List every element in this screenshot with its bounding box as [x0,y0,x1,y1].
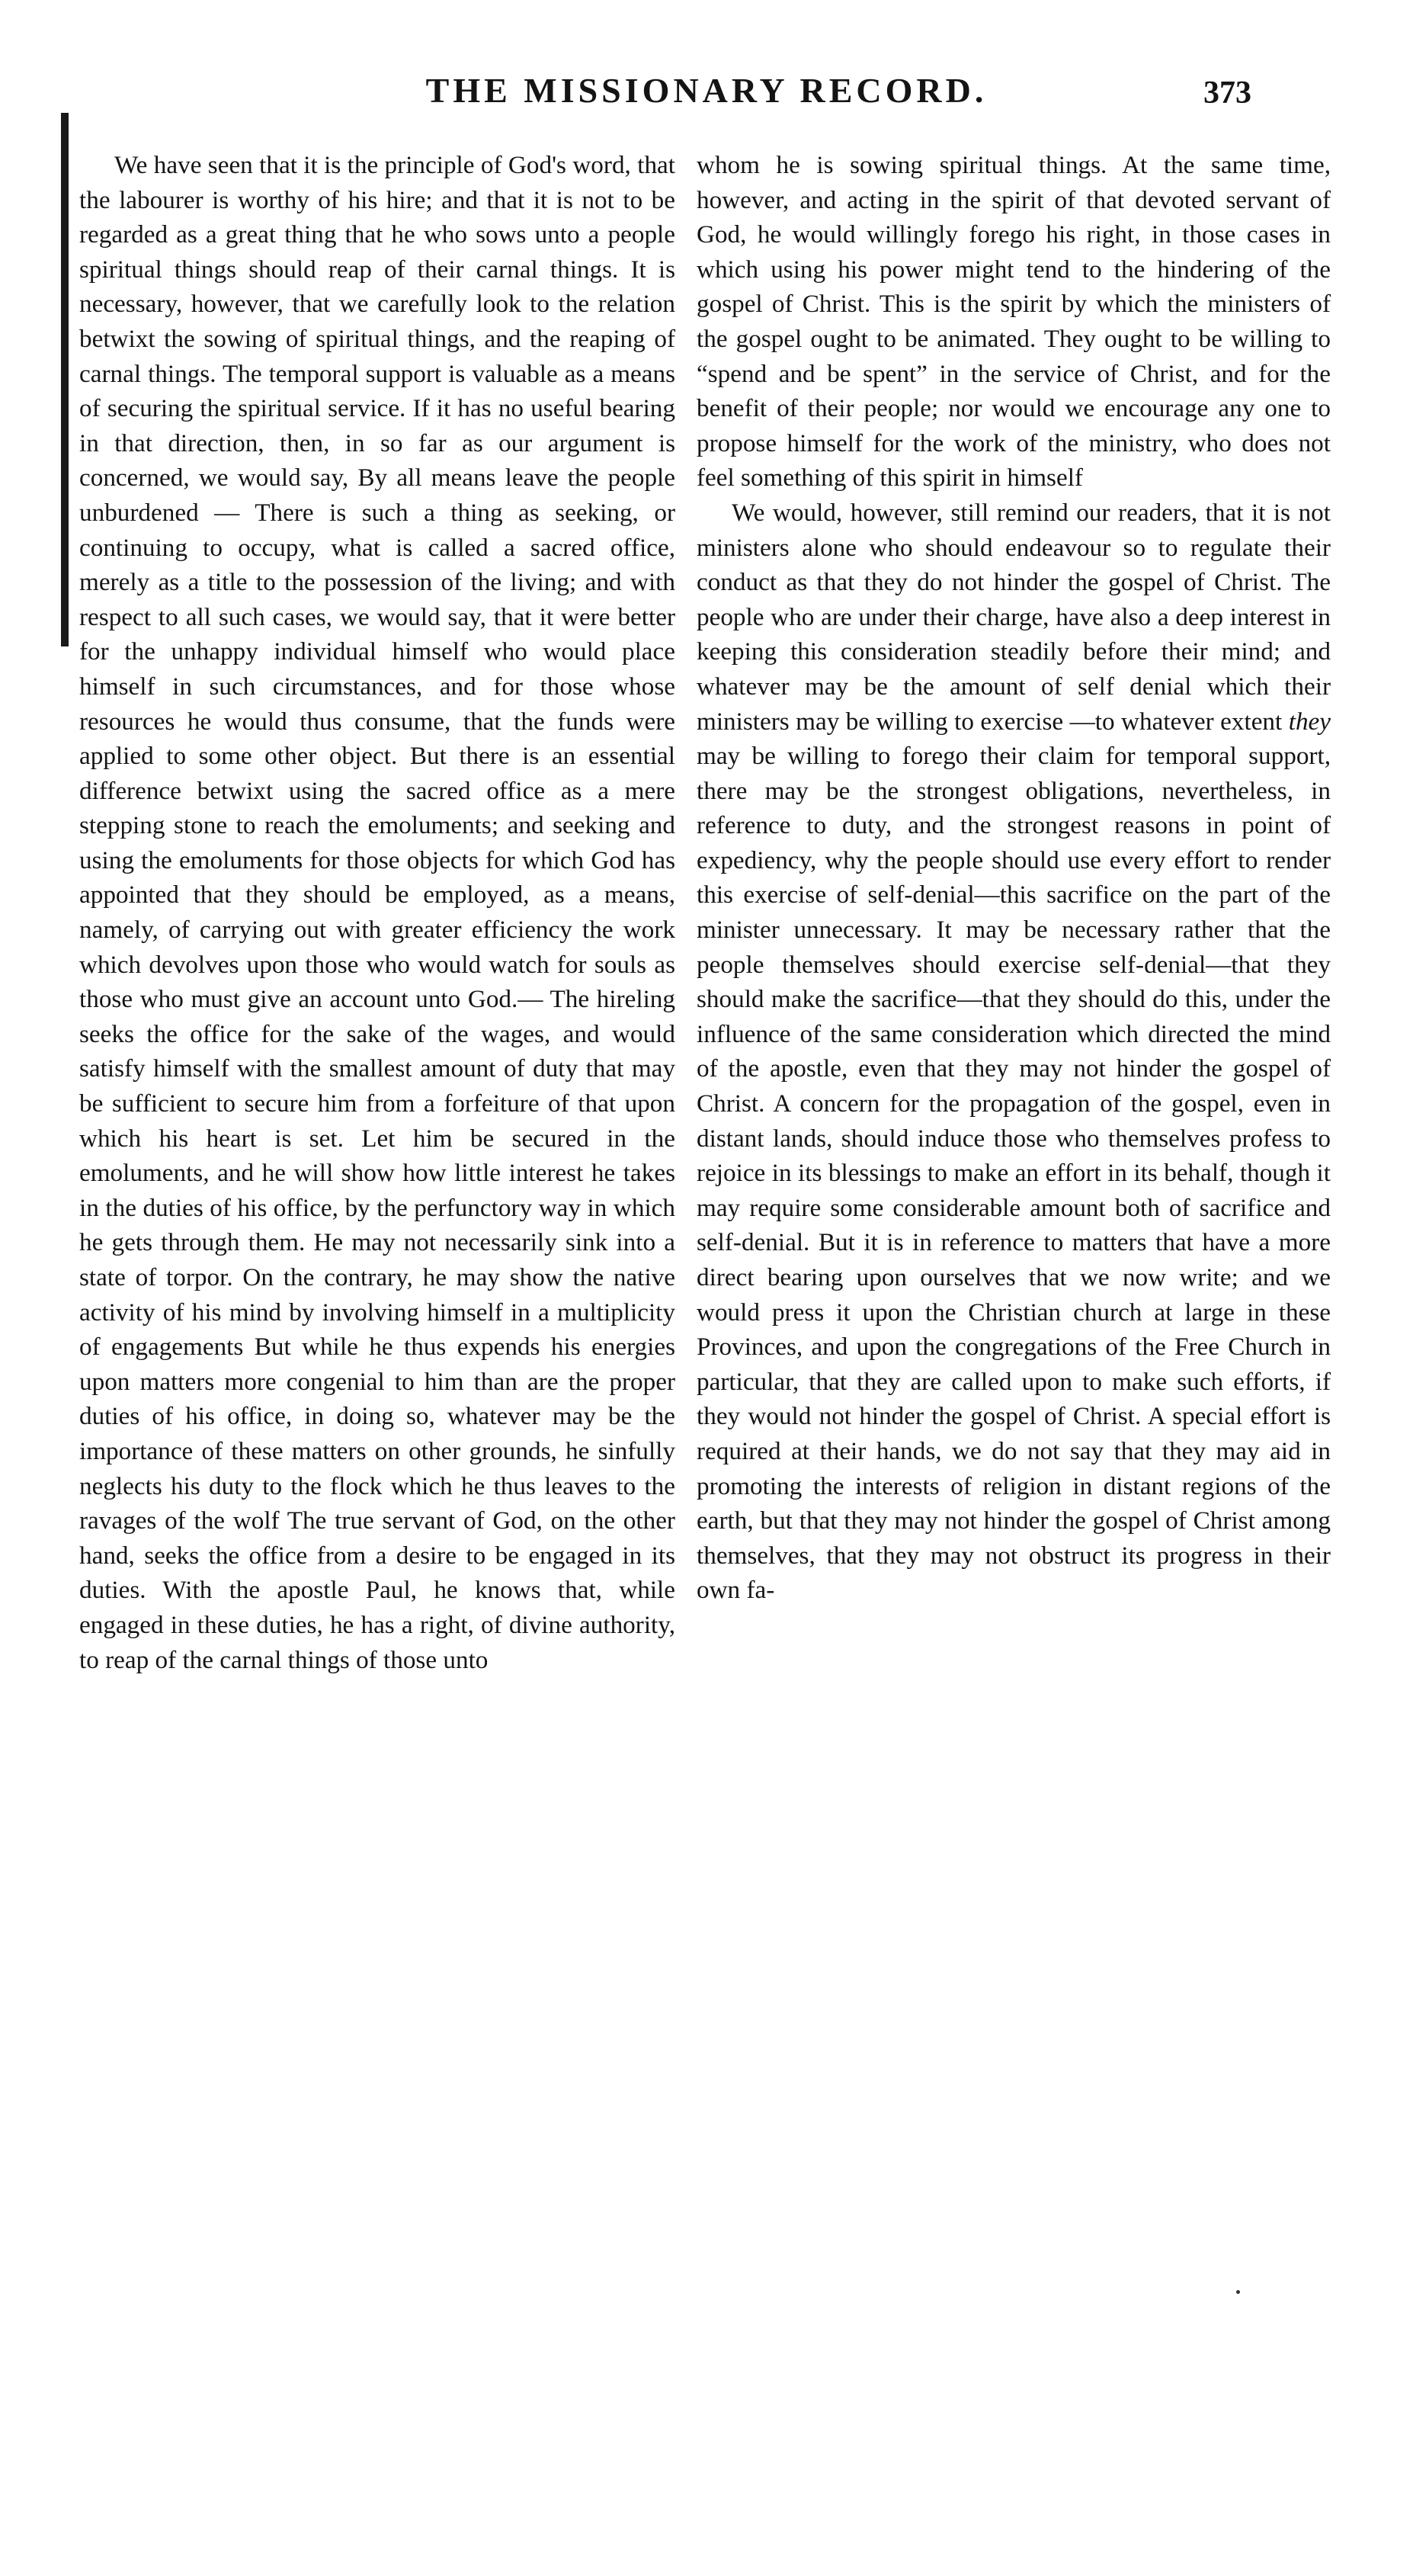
paragraph-continuation: whom he is sowing spiritual things. At the same time, however, and acting in the spirit of that devoted servant of God, he would willingly forego his right, in those cases in which using his power might tend to the hindering of the gospel of Christ. This is the spirit by which the ministers of the gospel ought to be animated. They ought to be willing to “spend and be spent” in the service of Christ, and for the benefit of their people; nor would we encourage any one to propose himself for the work of the ministry, who does not feel something of this spirit in himself [697,151,1331,492]
binding-edge-shadow [61,113,69,646]
paragraph [697,496,1331,1608]
paragraph: We have seen that it is the principle of God's word, that the labourer is worthy of his hire; and that it is not to be regarded as a great thing that he who sows unto a people spiritual things should reap of their carnal things. It is necessary, however, that we carefully look to the relation betwixt the sowing of spiritual things, and the reaping of carnal things. The temporal support is valuable as a means of securing the spiritual service. If it has no useful bearing in that direction, then, in so far as our argument is concerned, we would say, By all means leave the people unburdened — There is such a thing as seeking, or continuing to occupy, what is called a sacred office, merely as a title to the possession of the living; and with respect to all such cases, we would say, that it were better for the unhappy individual himself who would place himself in such circumstances, and for those whose resources he would thus consume, that the funds were applied to some other object. But there is an essential difference betwixt using the sacred office as a mere stepping stone to reach the emoluments; and seeking and using the emoluments for those objects for which God has appointed that they should be employed, as a means, namely, of carrying out with greater efficiency the work which devolves upon those who would watch for souls as those who must give an account unto God.— The hireling seeks the office for the sake of the wages, and would satisfy himself with the smallest amount of duty that may be sufficient to secure him from a forfeiture of that upon which his heart is set. Let him be secured in the emoluments, and he will show how little interest he takes in the duties of his office, by the perfunctory way in which he gets through them. He may not necessarily sink into a state of torpor. On the contrary, he may show the native activity of his mind by involving himself in a multiplicity of engagements But while he thus expends his energies upon matters more congenial to him than are the proper duties of his office, in doing so, whatever may be the importance of these matters on other grounds, he sinfully neglects his duty to the flock which he thus leaves to the ravages of the wolf The true servant of God, on the other hand, seeks the office from a desire to be engaged in its duties. With the apostle Paul, he knows that, while engaged in these duties, he has a right, of divine authority, to reap of the carnal things of those unto [79,151,675,1674]
paragraph-text-start: We would, however, still remind our readers, that it is not ministers alone who should endeavour so to regulate their conduct as that they do not hinder the gospel of Christ. The people who are under their charge, have also a deep interest in keeping this consideration steadily before their mind; and whatever may be the amount of self denial which their ministers may be willing to exercise —to whatever extent [697,498,1331,736]
print-speck [1236,2290,1240,2294]
paragraph-text-end: may be willing to forego their claim for temporal support, there may be the strongest obligations, nevertheless, in reference to duty, and the strongest reasons in point of expediency, why the people should use every effort to render this exercise of self-denial—this sacrifice on the part of the minister unnecessary. It may be necessary rather that the people themselves should exercise self-denial—that they should make the sacrifice—that they should do this, under the influence of the same consideration which directed the mind of the apostle, even that they may not hinder the gospel of Christ. A concern for the propagation of the gospel, even in distant lands, should induce those who themselves profess to rejoice in its blessings to make an effort in its behalf, though it may require some considerable amount both of sacrifice and self-denial. But it is in reference to matters that have a more direct bearing upon ourselves that we now write; and we would press it upon the Christian church at large in these Provinces, and upon the congregations of the Free Church in particular, that they are called upon to make such efforts, if they would not hinder the gospel of Christ. A special effort is required at their hands, we do not say that they may aid in promoting the interests of religion in distant regions of the earth, but that they may not hinder the gospel of Christ among themselves, that they may not obstruct its progress in their own fa- [697,742,1331,1605]
left-column [79,148,675,1677]
right-column [697,148,1331,1608]
journal-title: THE MISSIONARY RECORD. [425,71,988,110]
running-header [0,70,1413,124]
italic-emphasis: they [1288,707,1331,736]
page-number: 373 [1203,75,1251,111]
